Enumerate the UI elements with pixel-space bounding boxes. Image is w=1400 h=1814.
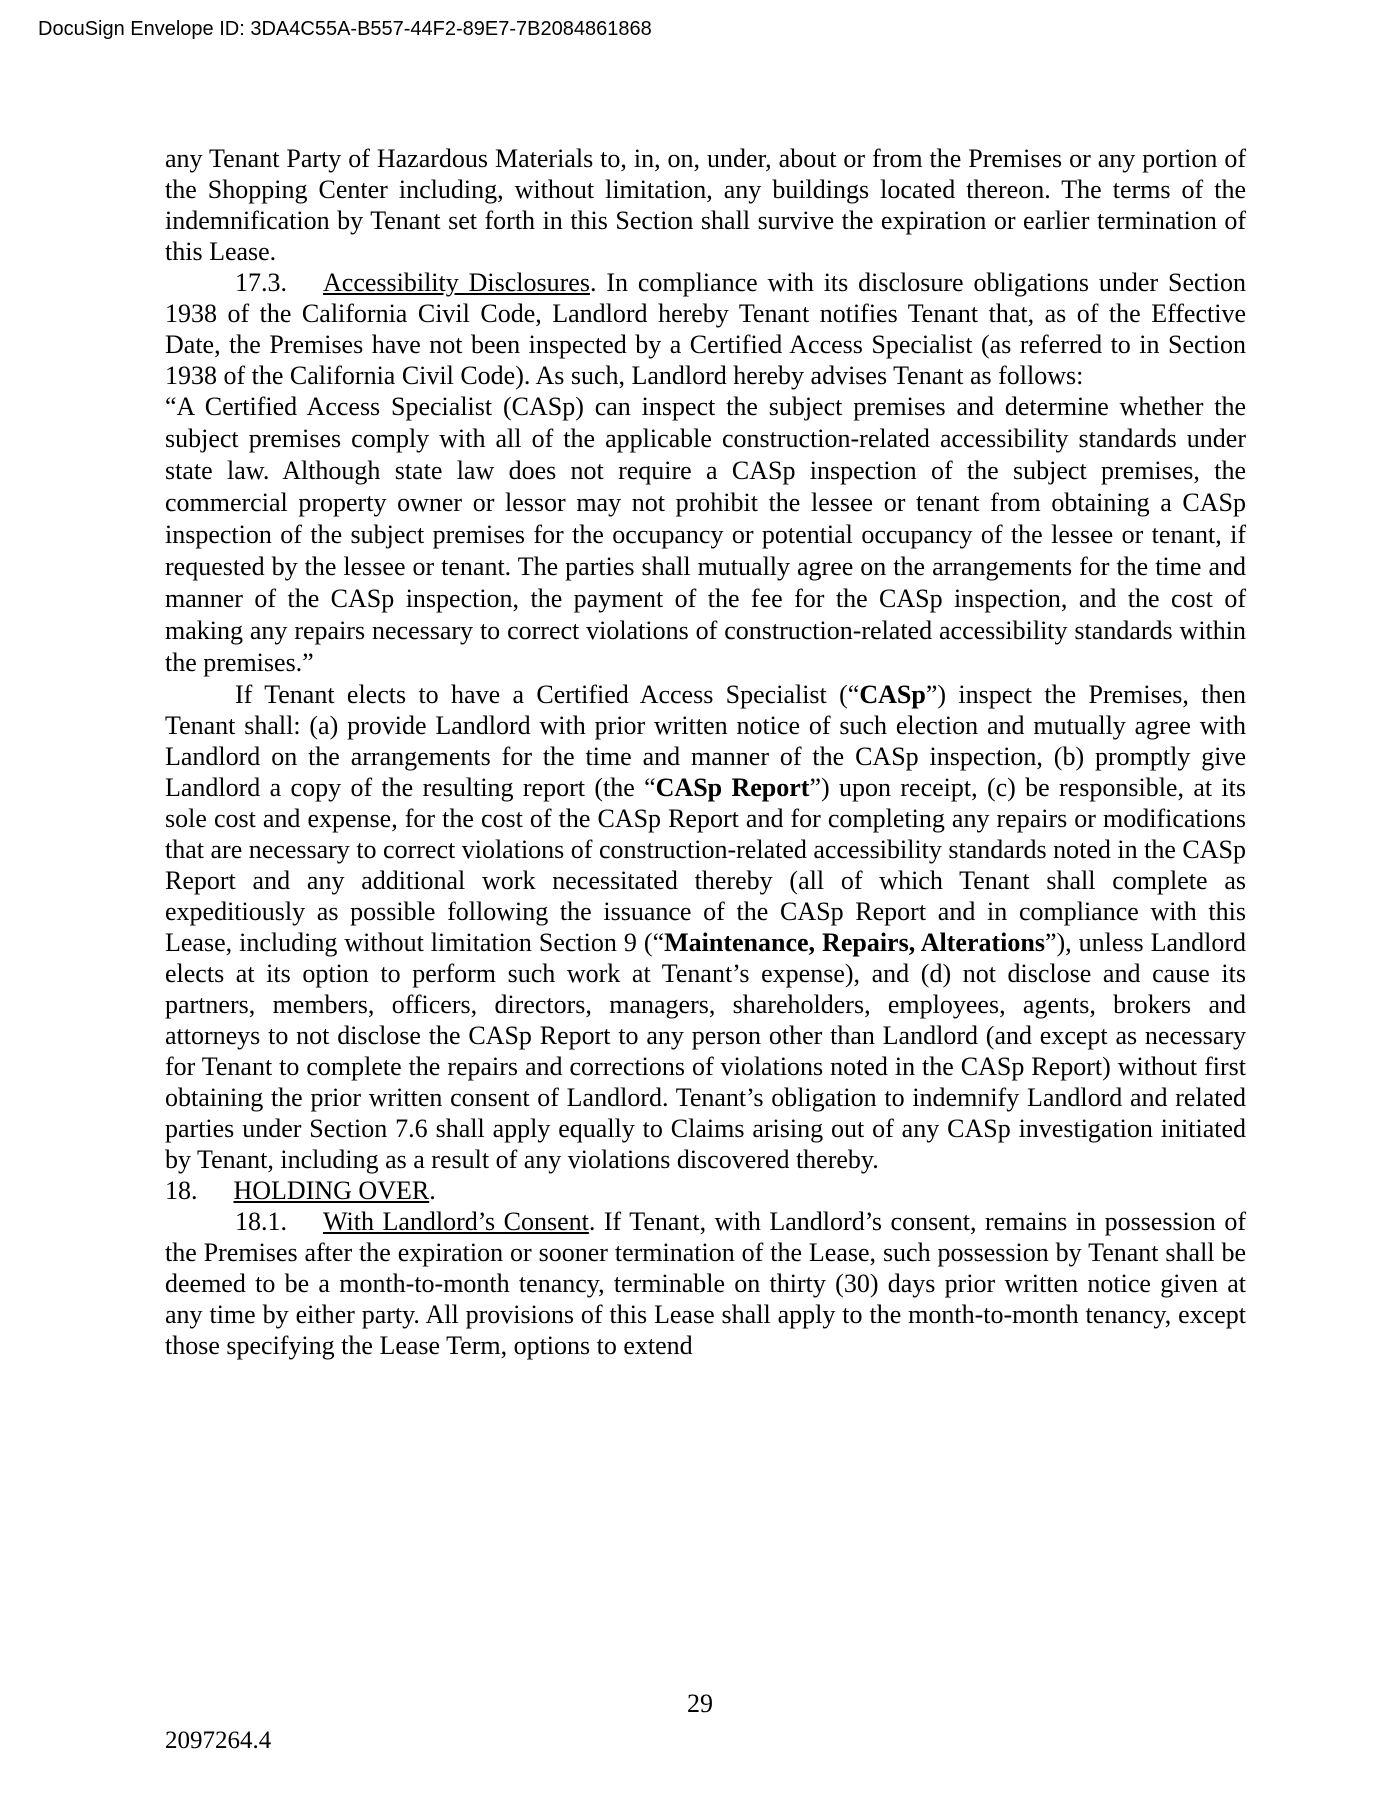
document-body [165, 143, 1246, 1361]
text-run: ”) inspect the Premises, then Tenant shall: (a) provide Landlord with prior written notice of such election and mutually agree with Landlord on the arrangements for the time and manner of the CASp inspection, (b) promptly give Landlord a copy of the resulting report (the “ [165, 680, 1246, 802]
text-run: . In compliance with its disclosure obligations under Section 1938 of the California Civil Code, Landlord hereby Tenant notifies Tenant that, as of the Effective Date, the Premises have not been inspected by a Certified Access Specialist (as referred to in Section 1938 of the California Civil Code). As such, Landlord hereby advises Tenant as follows: [165, 268, 1246, 390]
page-number: 29 [687, 1689, 713, 1718]
text-run: . [429, 1176, 436, 1205]
text-run: 17.3. [235, 268, 287, 297]
text-run: With Landlord’s Consent [323, 1207, 589, 1236]
text-run: . If Tenant, with Landlord’s consent, remains in possession of the Premises after the expiration or sooner termination of the Lease, such possession by Tenant shall be deemed to be a month-to-month tenancy, terminable on thirty (30) days prior written notice given at any time by either party. All provisions of this Lease shall apply to the month-to-month tenancy, except those specifying the Lease Term, options to extend [165, 1207, 1246, 1360]
blockquote-casp-statutory-notice [165, 391, 1246, 679]
text-run: ”), unless Landlord elects at its option to perform such work at Tenant’s expense), and (d) not disclose and cause its partners, members, officers, directors, managers, shareholders, employees, agents, brokers and attorneys to not disclose the CASp Report to any person other than Landlord (and except as necessary for Tenant to complete the repairs and corrections of violations noted in the CASp Report) without first obtaining the prior written consent of Landlord. Tenant’s obligation to indemnify Landlord and related parties under Section 7.6 shall apply equally to Claims arising out of any CASp investigation initiated by Tenant, including as a result of any violations discovered thereby. [165, 928, 1246, 1174]
text-run: HOLDING OVER [233, 1176, 430, 1205]
text-run: “A Certified Access Specialist (CASp) can inspect the subject premises and determine whether the subject premises comply with all of the applicable construction-related accessibility standards under state law. Although state law does not require a CASp inspection of the subject premises, the commercial property owner or lessor may not prohibit the lessee or tenant from obtaining a CASp inspection of the subject premises for the occupancy or potential occupancy of the lessee or tenant, if requested by the lessee or tenant. The parties shall mutually agree on the arrangements for the time and manner of the CASp inspection, the payment of the fee for the CASp inspection, and the cost of making any repairs necessary to correct violations of construction-related accessibility standards within the premises.” [165, 392, 1246, 677]
docusign-envelope-id-label: DocuSign Envelope ID: 3DA4C55A-B557-44F2-89E7-7B2084861868 [38, 18, 652, 40]
text-run: CASp [859, 680, 926, 709]
heading-section-18-holding-over [165, 1175, 1246, 1206]
paragraph-hazardous-materials-continuation [165, 143, 1246, 267]
paragraph-section-17-3-accessibility-disclosures [165, 267, 1246, 391]
paragraph-if-tenant-elects-casp [165, 679, 1246, 1175]
document-control-number: 2097264.4 [165, 1727, 272, 1754]
text-run: any Tenant Party of Hazardous Materials to, in, on, under, about or from the Premises or any portion of the Shopping Center including, without limitation, any buildings located thereon. The terms of the indemnification by Tenant set forth in this Section shall survive the expiration or earlier termination of this Lease. [165, 144, 1246, 266]
text-run: ”) upon receipt, (c) be responsible, at its sole cost and expense, for the cost of the CASp Report and for completing any repairs or modifications that are necessary to correct violations of construction-related accessibility standards noted in the CASp Report and any additional work necessitated thereby (all of which Tenant shall complete as expeditiously as possible following the issuance of the CASp Report and in compliance with this Lease, including without limitation Section 9 (“ [165, 773, 1247, 957]
text-run: If Tenant elects to have a Certified Access Specialist (“ [235, 680, 860, 709]
paragraph-section-18-1-with-landlords-consent [165, 1206, 1246, 1361]
text-run: 18. [165, 1176, 198, 1205]
text-run: Accessibility Disclosures [323, 268, 590, 297]
text-run: CASp Report [655, 773, 810, 802]
text-run: Maintenance, Repairs, Alterations [664, 928, 1045, 957]
text-run: 18.1. [235, 1207, 287, 1236]
